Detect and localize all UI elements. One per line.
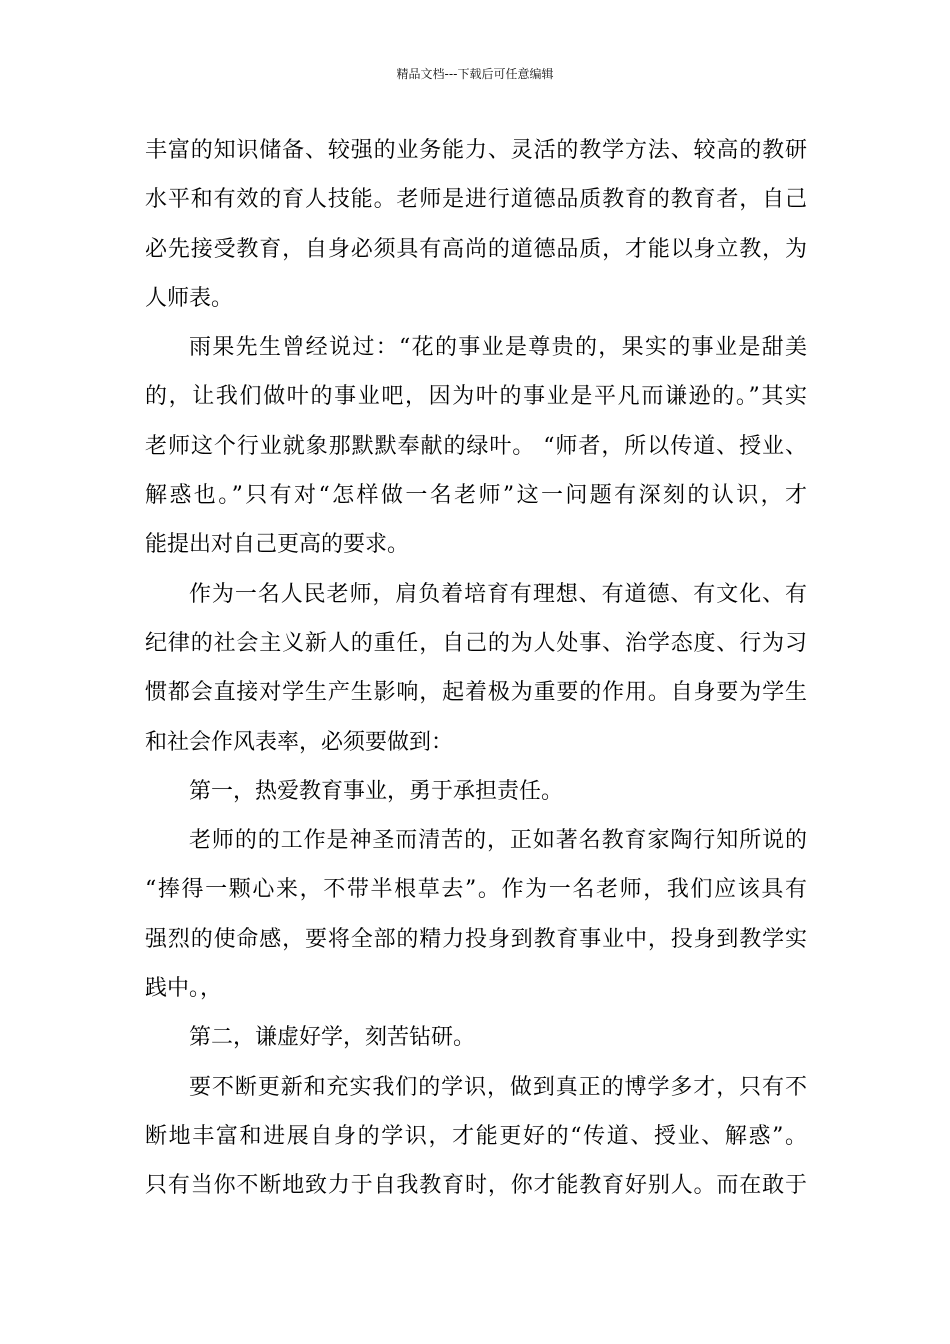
text-line: 解惑也。”只有对“怎样做一名老师”这一问题有深刻的认识，才 xyxy=(145,483,807,509)
text-line: 惯都会直接对学生产生影响，起着极为重要的作用。自身要为学生 xyxy=(145,680,807,706)
text-line: 强烈的使命感，要将全部的精力投身到教育事业中，投身到教学实 xyxy=(145,926,807,952)
text-line: 作为一名人民老师，肩负着培育有理想、有道德、有文化、有 xyxy=(189,581,807,607)
text-line: 断地丰富和进展自身的学识，才能更好的“传道、授业、解惑”。 xyxy=(145,1123,807,1149)
text-line: 老师的的工作是神圣而清苦的，正如著名教育家陶行知所说的 xyxy=(189,828,807,854)
text-line: 人师表。 xyxy=(145,285,234,311)
section-heading: 第二，谦虚好学，刻苦钻研。 xyxy=(189,1025,476,1051)
text-line: 只有当你不断地致力于自我教育时，你才能教育好别人。而在敢于 xyxy=(145,1173,807,1199)
document-body xyxy=(145,126,807,1211)
text-line: 雨果先生曾经说过：“花的事业是尊贵的，果实的事业是甜美 xyxy=(189,335,807,361)
text-line: 践中。， xyxy=(145,976,223,1002)
text-line: “捧得一颗心来，不带半根草去”。作为一名老师，我们应该具有 xyxy=(145,877,807,903)
text-line: 和社会作风表率，必须要做到： xyxy=(145,729,454,755)
page-header: 精品文档---下载后可任意编辑 xyxy=(396,67,554,81)
text-line: 纪律的社会主义新人的重任，自己的为人处事、治学态度、行为习 xyxy=(145,630,807,656)
text-line: 能提出对自己更高的要求。 xyxy=(145,532,410,558)
text-line: 要不断更新和充实我们的学识，做到真正的博学多才，只有不 xyxy=(189,1074,807,1100)
text-line: 丰富的知识储备、较强的业务能力、灵活的教学方法、较高的教研 xyxy=(145,138,807,163)
text-line: 必先接受教育，自身必须具有高尚的道德品质，才能以身立教，为 xyxy=(145,236,807,262)
section-heading: 第一，热爱教育事业，勇于承担责任。 xyxy=(189,778,564,804)
text-line: 的，让我们做叶的事业吧，因为叶的事业是平凡而谦逊的。”其实 xyxy=(145,384,807,410)
text-line: 老师这个行业就象那默默奉献的绿叶。 “师者，所以传道、授业、 xyxy=(145,433,807,459)
text-line: 水平和有效的育人技能。老师是进行道德品质教育的教育者，自己 xyxy=(145,187,807,213)
